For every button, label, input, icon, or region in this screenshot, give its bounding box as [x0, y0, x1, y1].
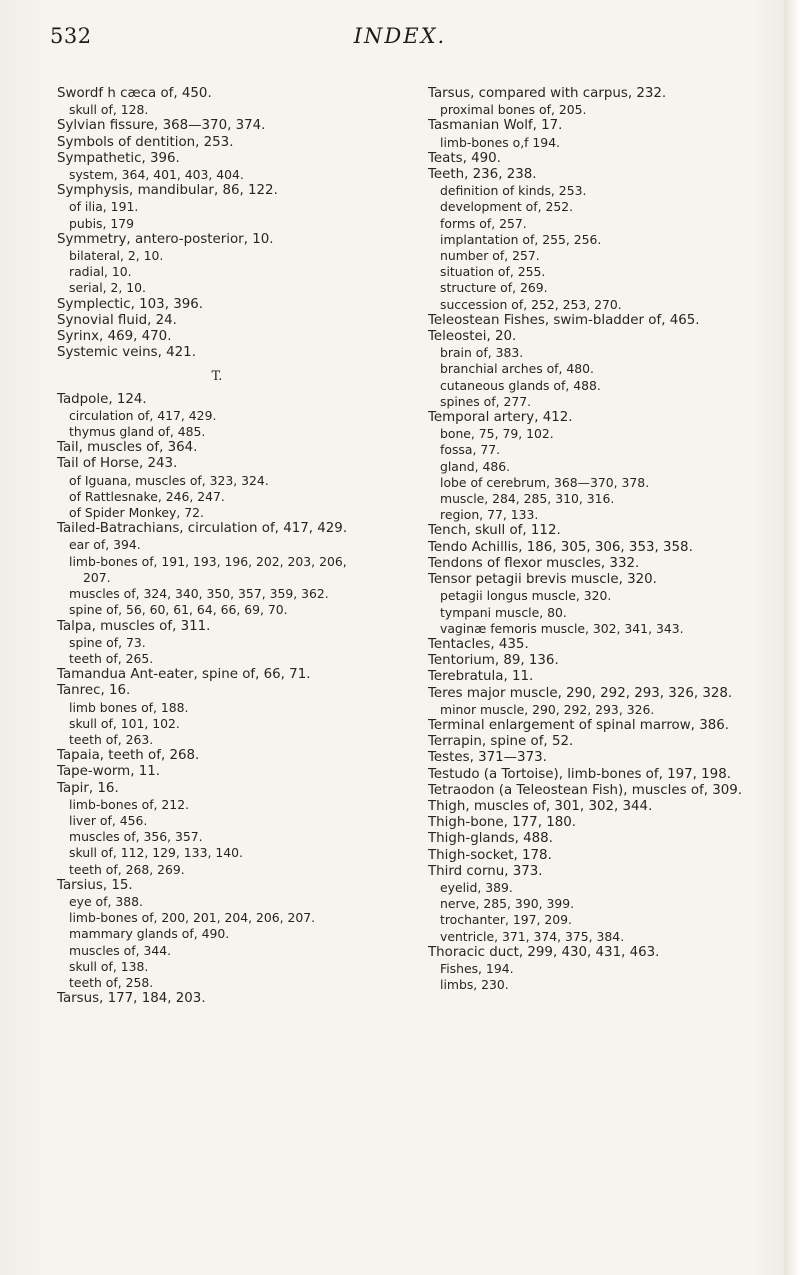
index-subentry: Fishes, 194.: [440, 960, 514, 976]
index-subentry: mammary glands of, 490.: [69, 926, 230, 942]
index-subentry: bilateral, 2, 10.: [69, 248, 164, 264]
index-entry: Terminal enlargement of spinal marrow, 386.: [428, 717, 730, 733]
index-subentry: limb bones of, 188.: [69, 699, 189, 715]
index-subentry: implantation of, 255, 256.: [440, 231, 602, 247]
index-subentry: petagii longus muscle, 320.: [440, 588, 612, 604]
index-entry: Tendo Achillis, 186, 305, 306, 353, 358.: [428, 539, 693, 555]
index-entry: Sympathetic, 396.: [57, 150, 180, 166]
index-subentry: ventricle, 371, 374, 375, 384.: [440, 928, 625, 944]
index-entry: Third cornu, 373.: [428, 863, 543, 879]
index-entry: Teres major muscle, 290, 292, 293, 326, 328.: [428, 685, 733, 701]
index-entry: Tendons of flexor muscles, 332.: [428, 555, 640, 571]
index-subentry: situation of, 255.: [440, 264, 546, 280]
index-entry: Tapir, 16.: [57, 780, 119, 796]
index-entry: Synovial fluid, 24.: [57, 312, 177, 328]
index-subentry: eyelid, 389.: [440, 879, 513, 895]
index-subentry: trochanter, 197, 209.: [440, 912, 572, 928]
index-entry: Thigh, muscles of, 301, 302, 344.: [428, 798, 653, 814]
index-entry: Symmetry, antero-posterior, 10.: [57, 231, 274, 247]
index-subentry: muscle, 284, 285, 310, 316.: [440, 491, 615, 507]
page-header: [0, 18, 800, 58]
index-subentry: proximal bones of, 205.: [440, 102, 587, 118]
index-entry: Symphysis, mandibular, 86, 122.: [57, 183, 278, 199]
index-column-left: [57, 86, 377, 1007]
index-entry: Tamandua Ant-eater, spine of, 66, 71.: [57, 667, 311, 683]
index-subentry: skull of, 101, 102.: [69, 715, 180, 731]
index-subentry: teeth of, 258.: [69, 974, 154, 990]
index-subentry: cutaneous glands of, 488.: [440, 377, 601, 393]
index-entry: Terrapin, spine of, 52.: [428, 734, 574, 750]
index-subentry: limb-bones of, 212.: [69, 796, 190, 812]
index-entry: Teats, 490.: [428, 150, 501, 166]
index-subentry: spine of, 73.: [69, 634, 146, 650]
index-entry: Temporal artery, 412.: [428, 410, 573, 426]
index-subentry: development of, 252.: [440, 199, 574, 215]
index-entry: Thigh-socket, 178.: [428, 847, 552, 863]
index-subentry: spine of, 56, 60, 61, 64, 66, 69, 70.: [69, 602, 288, 618]
index-entry: Tape-worm, 11.: [57, 764, 161, 780]
index-entry: Testudo (a Tortoise), limb-bones of, 197, 198.: [428, 766, 731, 782]
index-subentry: gland, 486.: [440, 458, 511, 474]
index-entry: Tarsius, 15.: [57, 877, 133, 893]
page-number: 532: [50, 24, 92, 48]
index-entry: Testes, 371—373.: [428, 750, 547, 766]
index-subentry: system, 364, 401, 403, 404.: [69, 167, 244, 183]
index-subentry: muscles of, 344.: [69, 942, 172, 958]
index-subentry: lobe of cerebrum, 368—370, 378.: [440, 474, 650, 490]
index-subentry: brain of, 383.: [440, 345, 524, 361]
index-subentry: circulation of, 417, 429.: [69, 407, 217, 423]
index-subentry: pubis, 179: [69, 215, 135, 231]
index-entry: Tapaia, teeth of, 268.: [57, 748, 200, 764]
index-subentry: skull of, 138.: [69, 958, 149, 974]
index-subentry: muscles of, 324, 340, 350, 357, 359, 362.: [69, 586, 329, 602]
index-subentry: limb-bones of, 200, 201, 204, 206, 207.: [69, 910, 316, 926]
index-subentry: minor muscle, 290, 292, 293, 326.: [440, 701, 655, 717]
index-entry: Tensor petagii brevis muscle, 320.: [428, 572, 657, 588]
index-subentry: of Rattlesnake, 246, 247.: [69, 488, 225, 504]
index-entry: Tarsus, compared with carpus, 232.: [428, 86, 667, 101]
index-entry: Tail of Horse, 243.: [57, 456, 178, 472]
index-subentry: region, 77, 133.: [440, 507, 539, 523]
index-entry: Thigh-glands, 488.: [428, 831, 553, 847]
index-entry: Syrinx, 469, 470.: [57, 329, 172, 345]
index-subentry: serial, 2, 10.: [69, 280, 146, 296]
index-subentry: definition of kinds, 253.: [440, 183, 587, 199]
index-entry: Tentacles, 435.: [428, 636, 529, 652]
index-subentry: of Iguana, muscles of, 323, 324.: [69, 472, 269, 488]
index-subentry: bone, 75, 79, 102.: [440, 426, 554, 442]
index-entry: Sylvian fissure, 368—370, 374.: [57, 118, 266, 134]
index-subentry: structure of, 269.: [440, 280, 548, 296]
index-entry: Talpa, muscles of, 311.: [57, 618, 211, 634]
index-subentry: teeth of, 265.: [69, 650, 154, 666]
index-entry: Swordf h cæca of, 450.: [57, 86, 212, 101]
index-subentry: spines of, 277.: [440, 393, 532, 409]
index-entry: Teleostean Fishes, swim-bladder of, 465.: [428, 312, 700, 328]
index-subentry: thymus gland of, 485.: [69, 424, 206, 440]
index-entry: Teeth, 236, 238.: [428, 167, 537, 183]
page-edge: [784, 0, 800, 1275]
index-subentry: of ilia, 191.: [69, 199, 139, 215]
index-subentry: skull of, 128.: [69, 102, 149, 118]
index-entry: Symbols of dentition, 253.: [57, 134, 234, 150]
index-entry: Systemic veins, 421.: [57, 345, 196, 361]
index-subentry: limbs, 230.: [440, 977, 509, 993]
index-entry: Tanrec, 16.: [57, 683, 131, 699]
index-subentry: branchial arches of, 480.: [440, 361, 594, 377]
index-entry: Tail, muscles of, 364.: [57, 440, 198, 456]
index-entry: Tasmanian Wolf, 17.: [428, 118, 563, 134]
index-subentry: skull of, 112, 129, 133, 140.: [69, 845, 243, 861]
index-subentry: radial, 10.: [69, 264, 132, 280]
index-entry: Tarsus, 177, 184, 203.: [57, 991, 206, 1007]
section-letter: T.: [211, 369, 223, 385]
running-head: INDEX.: [353, 24, 447, 48]
index-subentry: limb-bones of, 191, 193, 196, 202, 203, 206, 207.: [69, 553, 347, 585]
index-subentry: number of, 257.: [440, 248, 540, 264]
index-subentry: muscles of, 356, 357.: [69, 829, 203, 845]
index-entry: Tailed-Batrachians, circulation of, 417, 429.: [57, 521, 348, 537]
index-entry: Tadpole, 124.: [57, 391, 147, 407]
index-entry: Tetraodon (a Teleostean Fish), muscles of, 309.: [428, 782, 743, 798]
index-subentry: liver of, 456.: [69, 812, 148, 828]
index-subentry: tympani muscle, 80.: [440, 604, 567, 620]
index-subentry: succession of, 252, 253, 270.: [440, 296, 622, 312]
index-entry: Teleostei, 20.: [428, 329, 517, 345]
index-subentry: nerve, 285, 390, 399.: [440, 896, 575, 912]
index-subentry: forms of, 257.: [440, 215, 527, 231]
index-entry: Symplectic, 103, 396.: [57, 296, 204, 312]
index-entry: Thigh-bone, 177, 180.: [428, 815, 577, 831]
index-subentry: limb-bones o,f 194.: [440, 134, 561, 150]
index-entry: Thoracic duct, 299, 430, 431, 463.: [428, 944, 660, 960]
index-entry: Tench, skull of, 112.: [428, 523, 561, 539]
index-subentry: teeth of, 263.: [69, 731, 154, 747]
index-subentry: vaginæ femoris muscle, 302, 341, 343.: [440, 620, 684, 636]
index-subentry: of Spider Monkey, 72.: [69, 505, 204, 521]
index-subentry: teeth of, 268, 269.: [69, 861, 185, 877]
index-subentry: fossa, 77.: [440, 442, 501, 458]
index-subentry: eye of, 388.: [69, 893, 143, 909]
index-column-right: [428, 86, 766, 993]
index-entry: Tentorium, 89, 136.: [428, 653, 559, 669]
index-subentry: ear of, 394.: [69, 537, 141, 553]
index-entry: Terebratula, 11.: [428, 669, 534, 685]
